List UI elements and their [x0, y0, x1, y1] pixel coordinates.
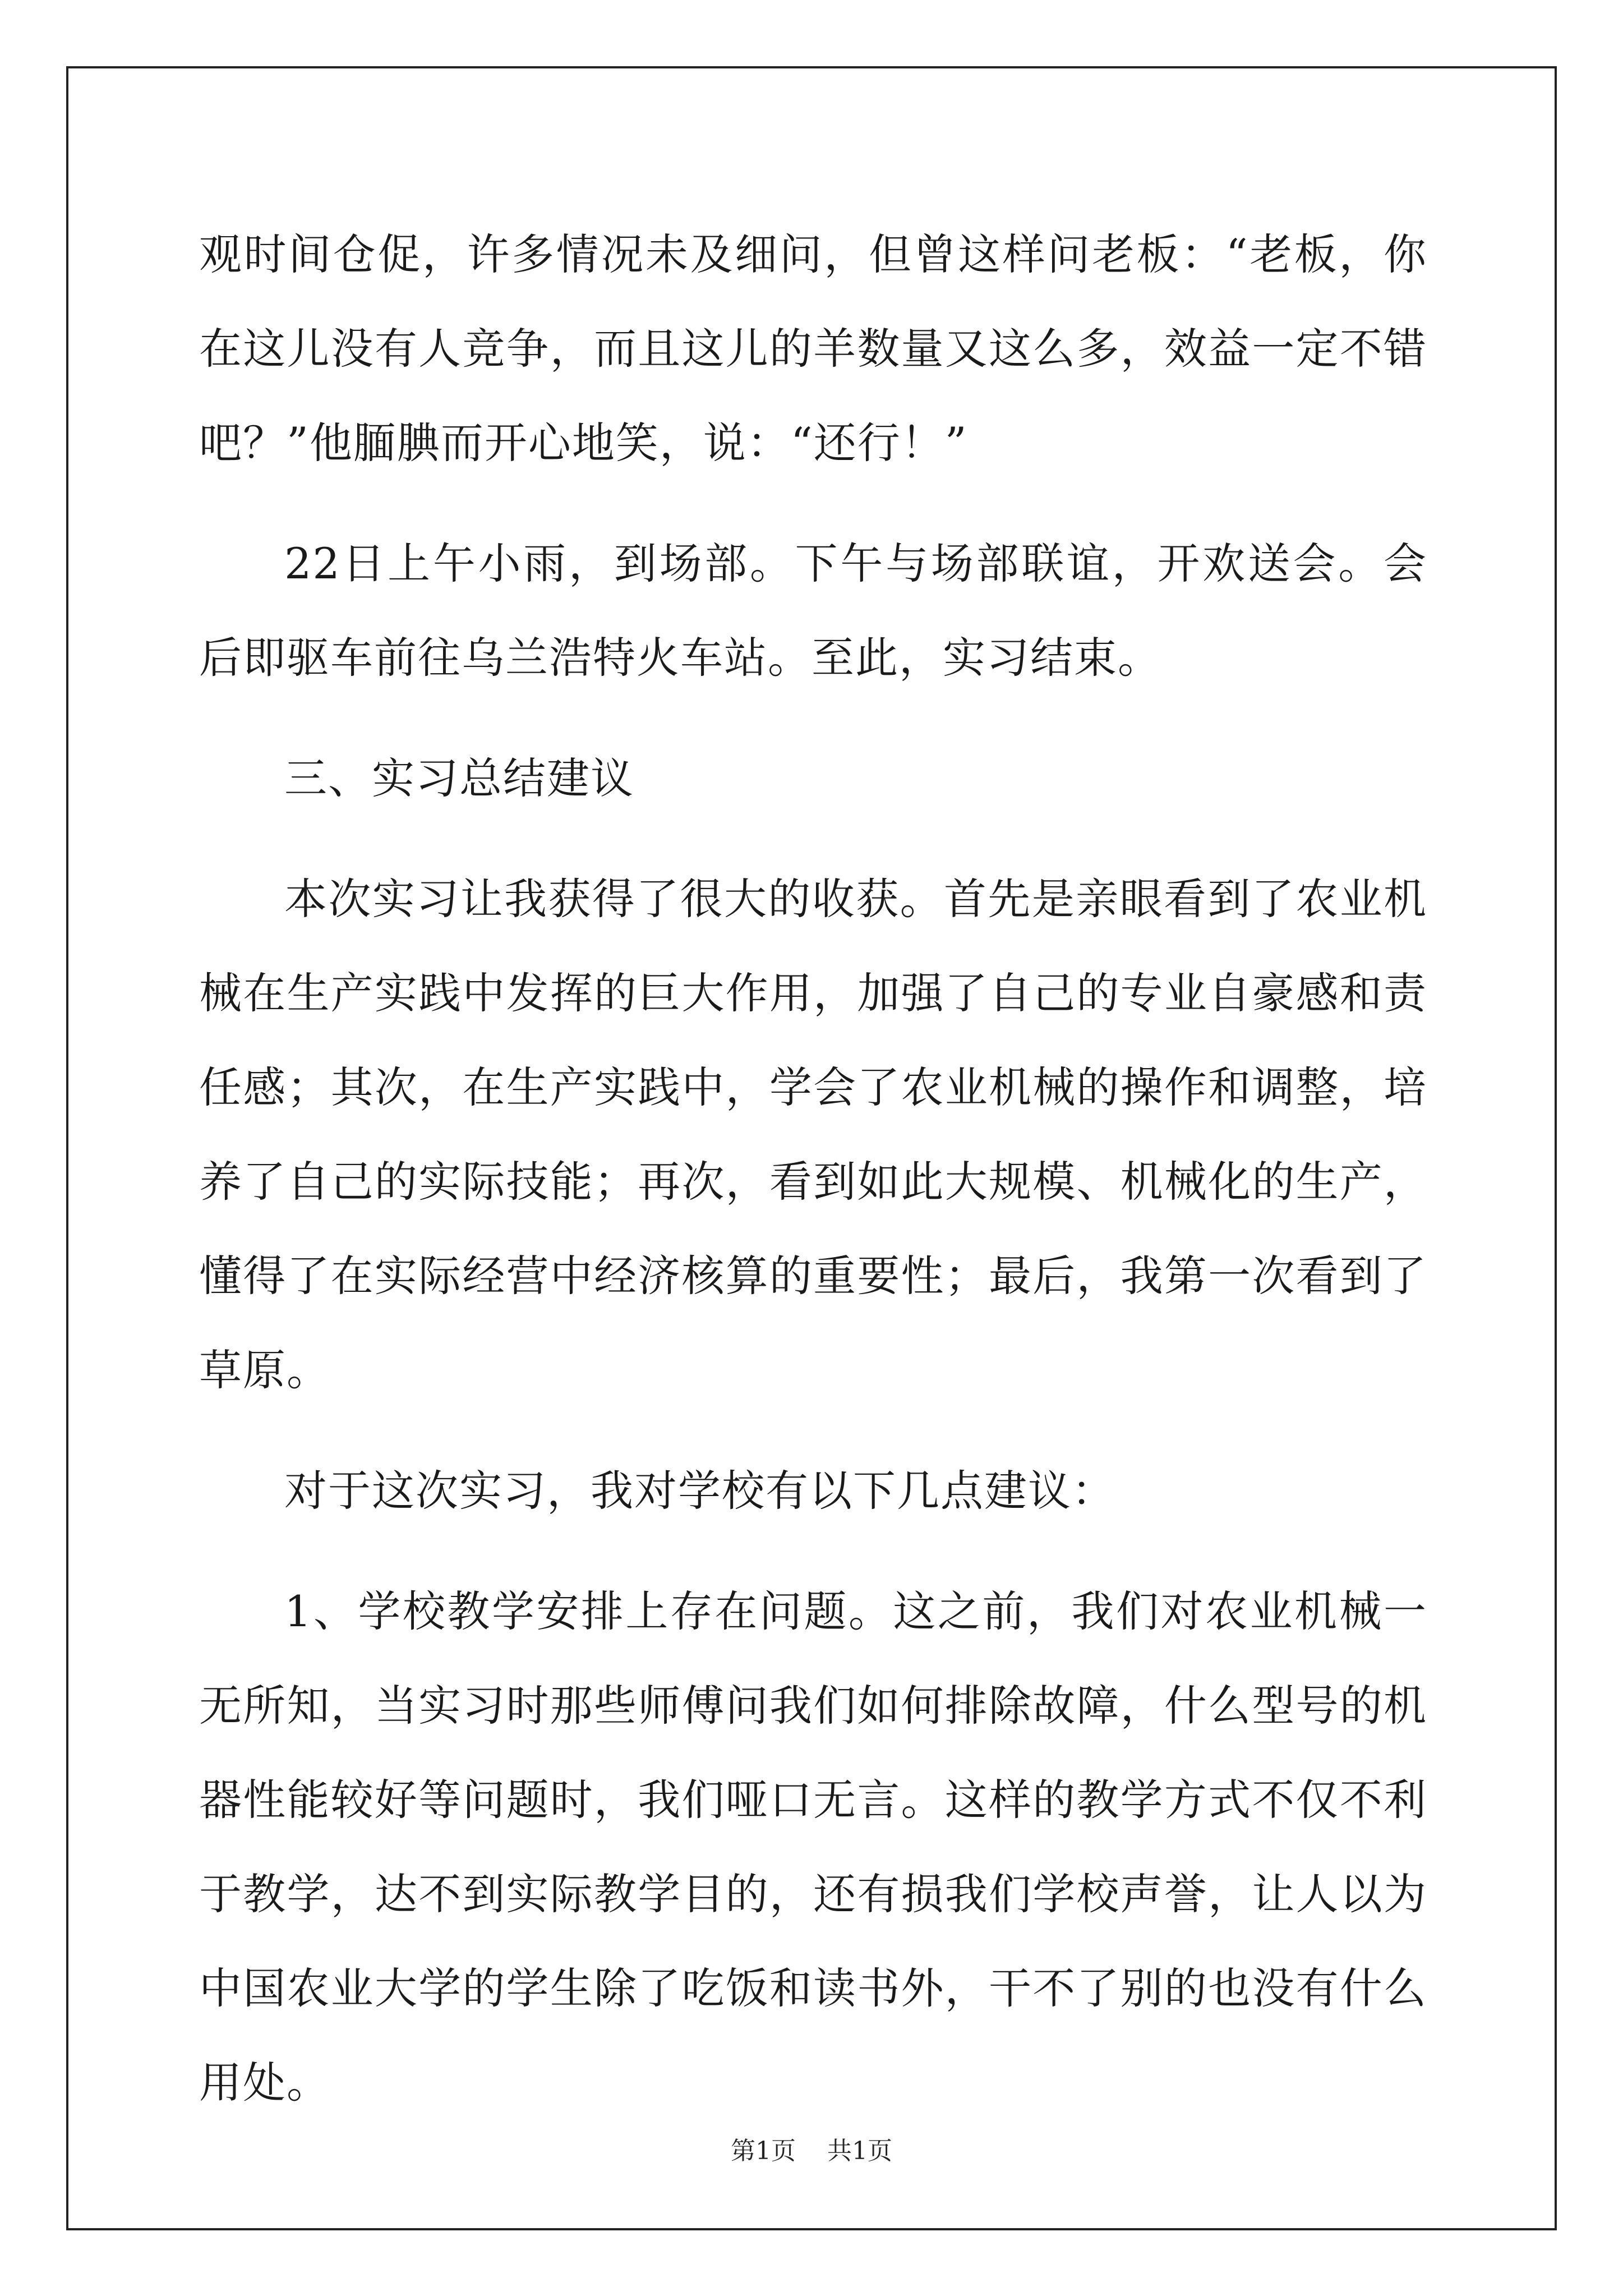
page-footer: [0, 2134, 1623, 2168]
paragraph-1: 观时间仓促，许多情况未及细问，但曾这样问老板：“老板，你在这儿没有人竞争，而且这儿的羊数量又这么多，效益一定不错吧？”他腼腆而开心地笑，说：“还行！”: [199, 229, 1427, 468]
page-total: 共1页: [827, 2137, 892, 2165]
paragraph-4: 本次实习让我获得了很大的收获。首先是亲眼看到了农业机械在生产实践中发挥的巨大作用，加强了自己的专业自豪感和责任感；其次，在生产实践中，学会了农业机械的操作和调整，培养了自己的实际技能；再次，看到如此大规模、机械化的生产，懂得了在实际经营中经济核算的重要性；最后，我第一次看到了草原。: [199, 874, 1427, 1395]
paragraph-6: 1、学校教学安排上存在问题。这之前，我们对农业机械一无所知，当实习时那些师傅问我们如何排除故障，什么型号的机器性能较好等问题时，我们哑口无言。这样的教学方式不仅不利于教学，达不到实际教学目的，还有损我们学校声誉，让人以为中国农业大学的学生除了吃饭和读书外，干不了别的也没有什么用处。: [199, 1586, 1427, 2108]
section-heading: 三、实习总结建议: [284, 753, 634, 803]
page-number: 第1页: [731, 2137, 796, 2165]
document-body: [199, 208, 1427, 2130]
paragraph-2: 22日上午小雨，到场部。下午与场部联谊，开欢送会。会后即驱车前往乌兰浩特火车站。至此，实习结束。: [199, 539, 1427, 683]
paragraph-5: 对于这次实习，我对学校有以下几点建议：: [284, 1466, 1115, 1516]
